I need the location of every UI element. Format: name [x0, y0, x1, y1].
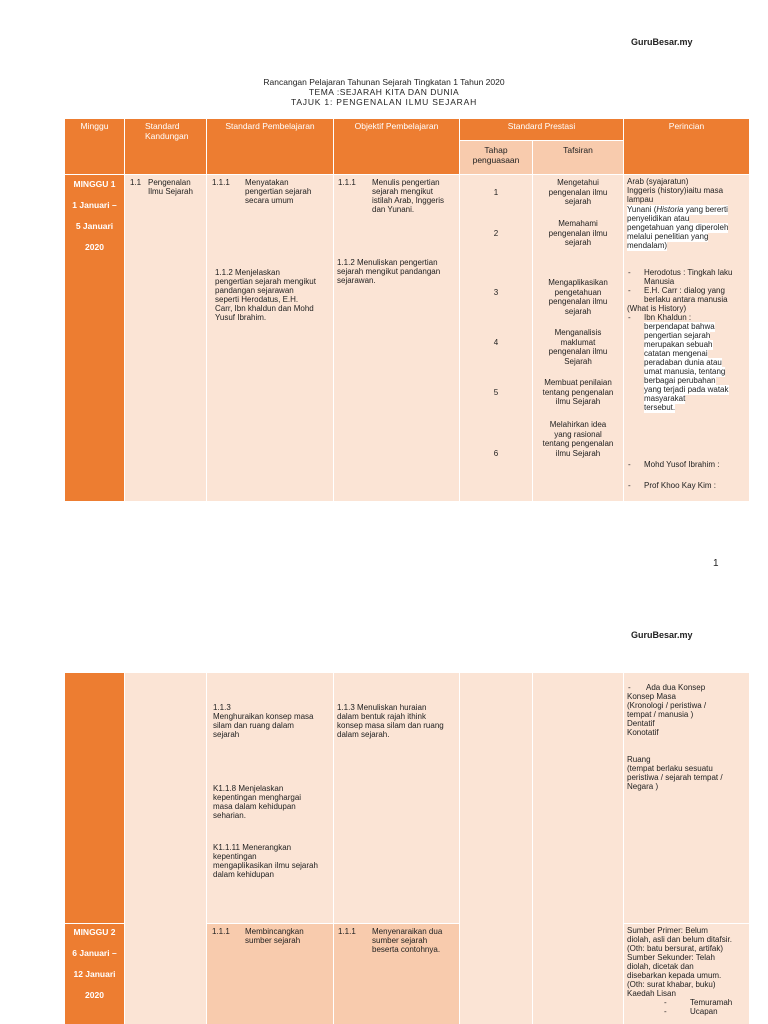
perincian-ibn-11: tersebut. — [644, 403, 676, 412]
perincian-ibn-10: masyarakat — [644, 394, 686, 403]
perincian-2-line-1: Ada dua Konsep — [646, 683, 706, 692]
dash-temuramah: - — [664, 998, 667, 1007]
tafsiran-6: Melahirkan idea yang rasional tentang pengenalan ilmu Sejarah — [542, 420, 614, 458]
sumber-line-2: diolah, asli dan belum ditafsir. — [627, 935, 732, 944]
k1-1-11-line-2: kepentingan — [213, 852, 257, 861]
header-tahap-penguasaan: Tahap penguasaan — [460, 141, 532, 174]
week-2-cell — [65, 924, 124, 1024]
week-2-date-start: 6 Januari – — [72, 948, 117, 958]
sp-1-1-3-line-1: 1.1.3 — [213, 703, 231, 712]
op-1-1-2-line-3: sejarawan. — [337, 276, 376, 285]
tahap-1: 1 — [493, 188, 499, 197]
perincian-yunani-1: Yunani (Historia yang bererti — [627, 205, 728, 214]
tahap-4: 4 — [493, 338, 499, 347]
perincian-2-line-9: peristiwa / sejarah tempat / — [627, 773, 723, 782]
sp-1-1-3-line-2: Menghuraikan konsep masa — [213, 712, 314, 721]
tahap-3: 3 — [493, 288, 499, 297]
sp-1-1-2-line-1: 1.1.2 Menjelaskan — [215, 268, 280, 277]
tahap-6: 6 — [493, 449, 499, 458]
tahap-2: 2 — [493, 229, 499, 238]
week-1-cell — [65, 175, 124, 501]
perincian-mohd: Mohd Yusof Ibrahim : — [644, 460, 720, 469]
tafsiran-5: Membuat penilaian tentang pengenalan ilmu Sejarah — [542, 378, 614, 406]
tafsiran-3: Mengaplikasikan pengetahuan pengenalan ilmu sejarah — [548, 278, 608, 316]
perincian-yunani-5: mendalam) — [627, 241, 668, 250]
title-line-3: TAJUK 1: PENGENALAN ILMU SEJARAH — [290, 97, 478, 107]
page-2-tahap-cell — [460, 673, 532, 1024]
page-2-sk-cell — [125, 673, 206, 1024]
week-2-perincian-cell — [624, 924, 749, 1024]
week-1-date-end: 5 Januari — [75, 221, 114, 231]
page-number: 1 — [713, 558, 719, 569]
perincian-khoo: Prof Khoo Kay Kim : — [644, 481, 717, 490]
header-minggu: Minggu — [65, 119, 124, 174]
perincian-carr-2: berlaku antara manusia — [644, 295, 728, 304]
page-2-tafsiran-cell — [533, 673, 623, 1024]
sumber-line-8: Kaedah Lisan — [627, 989, 676, 998]
header-standard-pembelajaran: Standard Pembelajaran — [207, 119, 333, 174]
sp-1-1-1-line-2: pengertian sejarah — [245, 187, 312, 196]
op-1-1-1-line-3: istilah Arab, Inggeris — [372, 196, 445, 205]
op-1-1-1-number: 1.1.1 — [338, 178, 356, 187]
week-1-op-cell — [334, 175, 459, 501]
dash-ucapan: - — [664, 1007, 667, 1016]
title-line-2: TEMA :SEJARAH KITA DAN DUNIA — [308, 87, 460, 97]
week-2-date-end: 12 Januari — [73, 969, 116, 979]
perincian-ibn-8: berbagai perubahan — [644, 376, 716, 385]
header-standard-prestasi: Standard Prestasi — [460, 119, 623, 140]
sumber-line-6: disebarkan kepada umum. — [627, 971, 722, 980]
brand-label-page-2: GuruBesar.my — [631, 630, 693, 640]
header-objektif-pembelajaran: Objektif Pembelajaran — [334, 119, 459, 174]
week-1-tafsiran-cell — [533, 175, 623, 501]
perincian-herodotus-1: Herodotus : Tingkah laku — [644, 268, 733, 277]
perincian-herodotus-2: Manusia — [644, 277, 675, 286]
dash-ibn: - — [628, 313, 631, 322]
sumber-line-1: Sumber Primer: Belum — [627, 926, 708, 935]
sumber-line-4: Sumber Sekunder: Telah — [627, 953, 715, 962]
op-2-line-1: Menyenaraikan dua — [372, 927, 443, 936]
sp-1-1-1-number: 1.1.1 — [212, 178, 230, 187]
perincian-2-line-4: tempat / manusia ) — [627, 710, 694, 719]
week-2-label: MINGGU 2 — [73, 927, 116, 937]
tahap-5: 5 — [493, 388, 499, 397]
op-1-1-3-line-2: dalam bentuk rajah ithink — [337, 712, 426, 721]
sp-1-1-3-line-4: sejarah — [213, 730, 240, 739]
tafsiran-2: Memahami pengenalan ilmu sejarah — [548, 219, 608, 247]
week-2-op-cell — [334, 924, 459, 1024]
sumber-line-9: Temuramah — [690, 998, 733, 1007]
k1-1-8-line-2: kepentingan menghargai — [213, 793, 302, 802]
perincian-2-line-8: (tempat berlaku sesuatu — [627, 764, 713, 773]
sp-1-1-2-line-4: seperti Herodatus, E.H. — [215, 295, 299, 304]
perincian-ibn-7: umat manusia, tentang — [644, 367, 726, 376]
sp-1-1-2-line-2: pengertian sejarah mengikut — [215, 277, 316, 286]
dash-carr: - — [628, 286, 631, 295]
perincian-arab: Arab (syajaratun) — [627, 177, 689, 186]
sumber-line-3: (Oth: batu bersurat, artifak) — [627, 944, 724, 953]
tafsiran-4: Menganalisis maklumat pengenalan ilmu Sejarah — [548, 328, 608, 366]
op-1-1-2-line-2: sejarah mengikut pandangan — [337, 267, 441, 276]
perincian-ibn-4: merupakan sebuah — [644, 340, 713, 349]
perincian-yunani-3: pengetahuan yang diperoleh — [627, 223, 729, 232]
sp-2-line-1: Membincangkan — [245, 927, 304, 936]
op-1-1-1-line-2: sejarah mengikut — [372, 187, 433, 196]
dash-herodotus: - — [628, 268, 631, 277]
week-1-sk-text-2: Ilmu Sejarah — [148, 187, 193, 196]
sp-1-1-2-line-5: Carr, Ibn khaldun dan Mohd — [215, 304, 314, 313]
sp-1-1-3-line-3: silam dan ruang dalam — [213, 721, 294, 730]
k1-1-11-line-1: K1.1.11 Menerangkan — [213, 843, 292, 852]
week-1-sp-cell — [207, 175, 333, 501]
sp-1-1-1-line-1: Menyatakan — [245, 178, 289, 187]
sp-2-line-2: sumber sejarah — [245, 936, 301, 945]
week-1-perincian-cell — [624, 175, 749, 501]
week-1-year: 2020 — [85, 242, 104, 252]
week-2-year: 2020 — [85, 990, 104, 1000]
perincian-carr-1: E.H. Carr : dialog yang — [644, 286, 725, 295]
op-1-1-3-line-1: 1.1.3 Menuliskan huraian — [337, 703, 427, 712]
k1-1-8-line-4: seharian. — [213, 811, 246, 820]
page-2-perincian-cell — [624, 673, 749, 923]
header-standard-kandungan: Standard Kandungan — [125, 119, 206, 174]
k1-1-8-line-3: masa dalam kehidupan — [213, 802, 296, 811]
header-perincian: Perincian — [624, 119, 749, 174]
sp-1-1-2-line-3: pandangan sejarawan — [215, 286, 294, 295]
perincian-2-line-5: Dentatif — [627, 719, 655, 728]
tafsiran-1: Mengetahui pengenalan ilmu sejarah — [548, 178, 608, 206]
brand-label: GuruBesar.my — [631, 37, 693, 47]
title-line-1: Rancangan Pelajaran Tahunan Sejarah Tingkatan 1 Tahun 2020 — [263, 77, 505, 87]
perincian-ibn-2: berpendapat bahwa — [644, 322, 715, 331]
perincian-ibn-1: Ibn Khaldun : — [644, 313, 692, 322]
perincian-ibn-5: catatan mengenai — [644, 349, 708, 358]
perincian-2-line-7: Ruang — [627, 755, 651, 764]
perincian-inggeris-1: Inggeris (history)iaitu masa — [627, 186, 724, 195]
op-2-line-3: beserta contohnya. — [372, 945, 441, 954]
week-1-tahap-cell — [460, 175, 532, 501]
perincian-yunani-2: penyelidikan atau — [627, 214, 690, 223]
week-1-sk-cell — [125, 175, 206, 501]
dash-mohd: - — [628, 460, 631, 469]
op-1-1-1-line-4: dan Yunani. — [372, 205, 415, 214]
sumber-line-5: diolah, dicetak dan — [627, 962, 694, 971]
perincian-2-line-6: Konotatif — [627, 728, 659, 737]
op-2-number: 1.1.1 — [338, 927, 356, 936]
sumber-line-7: (Oth: surat khabar, buku) — [627, 980, 716, 989]
op-1-1-2-line-1: 1.1.2 Menuliskan pengertian — [337, 258, 438, 267]
dash-konsep: - — [628, 683, 631, 692]
op-2-line-2: sumber sejarah — [372, 936, 428, 945]
week-1-date-start: 1 Januari – — [72, 200, 117, 210]
k1-1-11-line-3: mengaplikasikan ilmu sejarah — [213, 861, 318, 870]
perincian-ibn-3: pengertian sejarah — [644, 331, 711, 340]
op-1-1-1-line-1: Menulis pengertian — [372, 178, 440, 187]
perincian-2-line-3: (Kronologi / peristiwa / — [627, 701, 707, 710]
op-1-1-3-line-3: konsep masa silam dan ruang — [337, 721, 444, 730]
perincian-carr-3: (What is History) — [627, 304, 687, 313]
perincian-2-line-2: Konsep Masa — [627, 692, 676, 701]
page-2-sp-cell — [207, 673, 333, 923]
week-1-label: MINGGU 1 — [73, 179, 116, 189]
sp-2-number: 1.1.1 — [212, 927, 230, 936]
sp-1-1-1-line-3: secara umum — [245, 196, 294, 205]
perincian-inggeris-2: lampau — [627, 195, 654, 204]
page-2-minggu-cell — [65, 673, 124, 923]
sp-1-1-2-line-6: Yusuf Ibrahim. — [215, 313, 267, 322]
document-title — [0, 77, 768, 107]
k1-1-11-line-4: dalam kehidupan — [213, 870, 274, 879]
header-tafsiran: Tafsiran — [533, 141, 623, 174]
dash-khoo: - — [628, 481, 631, 490]
week-1-sk-number: 1.1 — [130, 178, 142, 187]
k1-1-8-line-1: K1.1.8 Menjelaskan — [213, 784, 284, 793]
page-2-op-cell — [334, 673, 459, 923]
sumber-line-10: Ucapan — [690, 1007, 718, 1016]
perincian-ibn-9: yang terjadi pada watak — [644, 385, 729, 394]
week-1-sk-text-1: Pengenalan — [148, 178, 191, 187]
perincian-yunani-4: melalui penelitian yang — [627, 232, 709, 241]
perincian-2-line-10: Negara ) — [627, 782, 659, 791]
week-2-sp-cell — [207, 924, 333, 1024]
op-1-1-3-line-4: dalam sejarah. — [337, 730, 390, 739]
perincian-ibn-6: peradaban dunia atau — [644, 358, 722, 367]
